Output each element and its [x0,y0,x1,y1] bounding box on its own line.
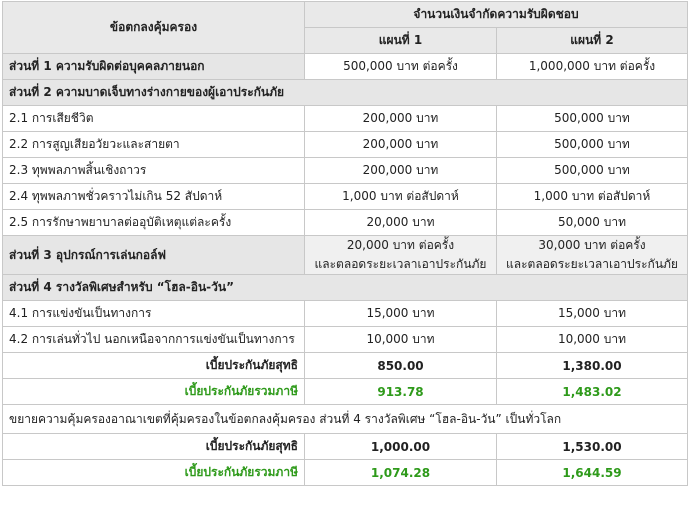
part3-plan2 [497,236,688,275]
header-row [3,2,688,28]
row-plan2: 10,000 บาท [497,327,688,353]
premium2-net-plan1: 1,000.00 [305,434,497,460]
part3-plan1-line1: 20,000 บาท ต่อครั้ง [346,238,455,252]
part3-row [3,236,688,275]
row-plan1: 200,000 บาท [305,106,497,132]
part1-plan1: 500,000 บาท ต่อครั้ง [305,54,497,80]
premium1-net-plan1: 850.00 [305,353,497,379]
premium2-total-row [3,460,688,486]
extension-note: ขยายความคุ้มครองอาณาเขตที่คุ้มครองในข้อตกลงคุ้มครอง ส่วนที่ 4 รางวัลพิเศษ “โฮล-อิน-วัน” เป็นทั่วโลก [3,405,688,434]
row-plan2: 15,000 บาท [497,301,688,327]
part4-heading-row [3,275,688,301]
header-plan1: แผนที่ 1 [305,28,497,54]
row-plan2: 500,000 บาท [497,132,688,158]
part3-label: ส่วนที่ 3 อุปกรณ์การเล่นกอล์ฟ [3,236,305,275]
part3-plan2-line1: 30,000 บาท ต่อครั้ง [538,238,646,252]
premium1-net-plan2: 1,380.00 [497,353,688,379]
premium1-total-row [3,379,688,405]
premium2-net-plan2: 1,530.00 [497,434,688,460]
premium2-net-row [3,434,688,460]
row-plan2: 50,000 บาท [497,210,688,236]
premium2-total-plan2: 1,644.59 [497,460,688,486]
premium1-total-plan2: 1,483.02 [497,379,688,405]
header-plan2: แผนที่ 2 [497,28,688,54]
row-plan1: 200,000 บาท [305,158,497,184]
part1-plan2: 1,000,000 บาท ต่อครั้ง [497,54,688,80]
row-label: 2.4 ทุพพลภาพชั่วคราวไม่เกิน 52 สัปดาห์ [3,184,305,210]
row-label: 2.3 ทุพพลภาพสิ้นเชิงถาวร [3,158,305,184]
premium1-total-plan1: 913.78 [305,379,497,405]
table-row [3,210,688,236]
row-label: 4.2 การเล่นทั่วไป นอกเหนือจากการแข่งขันเป็นทางการ [3,327,305,353]
row-label: 2.5 การรักษาพยาบาลต่ออุบัติเหตุแต่ละครั้ง [3,210,305,236]
row-label: 4.1 การแข่งขันเป็นทางการ [3,301,305,327]
table-row [3,184,688,210]
table-row [3,106,688,132]
part2-label: ส่วนที่ 2 ความบาดเจ็บทางร่างกายของผู้เอาประกันภัย [3,80,688,106]
premium1-net-row [3,353,688,379]
part1-label: ส่วนที่ 1 ความรับผิดต่อบุคคลภายนอก [3,54,305,80]
header-coverage: ข้อตกลงคุ้มครอง [3,2,305,54]
part2-heading-row [3,80,688,106]
row-plan1: 200,000 บาท [305,132,497,158]
table-row [3,301,688,327]
row-label: 2.2 การสูญเสียอวัยวะและสายตา [3,132,305,158]
part3-plan2-line2: และตลอดระยะเวลาเอาประกันภัย [506,257,678,271]
row-plan1: 20,000 บาท [305,210,497,236]
row-plan1: 15,000 บาท [305,301,497,327]
row-plan1: 10,000 บาท [305,327,497,353]
extension-note-row [3,405,688,434]
premium2-total-plan1: 1,074.28 [305,460,497,486]
part1-row [3,54,688,80]
premium1-total-label: เบี้ยประกันภัยรวมภาษี [3,379,305,405]
row-plan2: 500,000 บาท [497,106,688,132]
part4-label: ส่วนที่ 4 รางวัลพิเศษสำหรับ “โฮล-อิน-วัน” [3,275,688,301]
table-row [3,132,688,158]
premium1-net-label: เบี้ยประกันภัยสุทธิ [3,353,305,379]
row-label: 2.1 การเสียชีวิต [3,106,305,132]
row-plan2: 500,000 บาท [497,158,688,184]
premium2-net-label: เบี้ยประกันภัยสุทธิ [3,434,305,460]
premium2-total-label: เบี้ยประกันภัยรวมภาษี [3,460,305,486]
table-row [3,158,688,184]
row-plan2: 1,000 บาท ต่อสัปดาห์ [497,184,688,210]
coverage-table [2,1,688,486]
row-plan1: 1,000 บาท ต่อสัปดาห์ [305,184,497,210]
header-limit: จำนวนเงินจำกัดความรับผิดชอบ [305,2,688,28]
table-row [3,327,688,353]
part3-plan1-line2: และตลอดระยะเวลาเอาประกันภัย [314,257,487,271]
part3-plan1 [305,236,497,275]
